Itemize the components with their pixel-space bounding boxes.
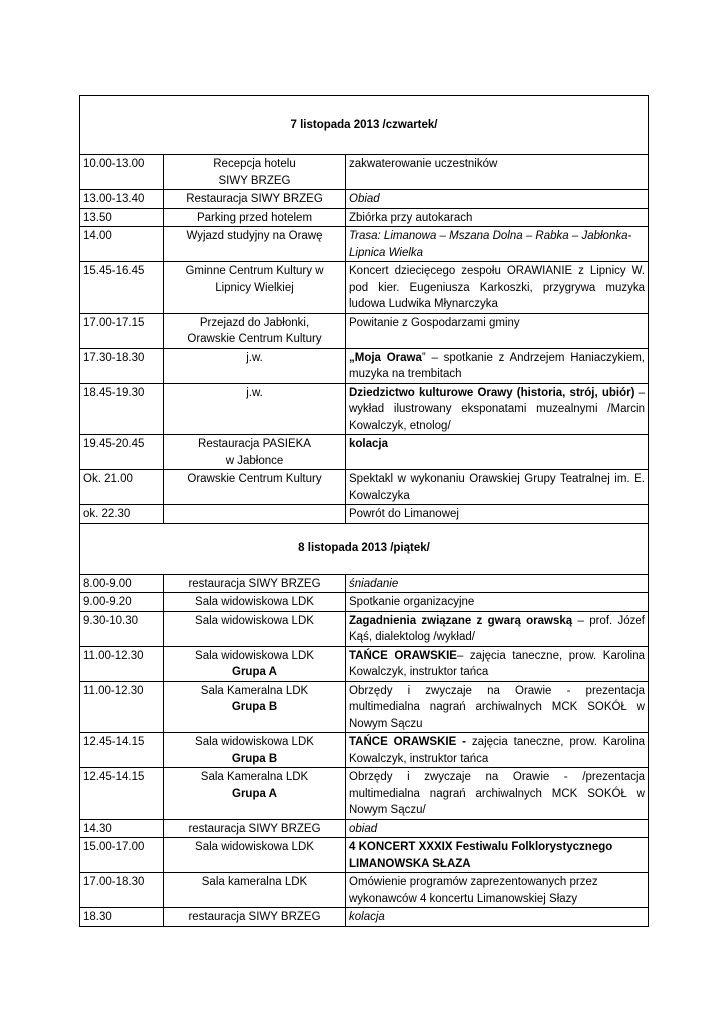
place-line: restauracja SIWY BRZEG bbox=[188, 911, 321, 923]
place-cell bbox=[164, 262, 346, 314]
time-cell: 15.45-16.45 bbox=[80, 262, 164, 314]
schedule-row bbox=[80, 574, 649, 593]
description-text: Spotkanie organizacyjne bbox=[349, 596, 475, 608]
description-text: Trasa: Limanowa – Mszana Dolna – Rabka – Jabłonka-Lipnica Wielka bbox=[349, 230, 632, 259]
schedule-row bbox=[80, 768, 649, 820]
place-cell bbox=[164, 908, 346, 927]
place-line: Wyjazd studyjny na Orawę bbox=[186, 230, 323, 242]
description-bold-text: TAŃCE ORAWSKIE - bbox=[349, 736, 472, 748]
time-cell: 13.00-13.40 bbox=[80, 190, 164, 209]
description-text: – zajęcia taneczne, prow. Karolina Kowalczyk, instruktor tańca bbox=[349, 649, 645, 678]
description-cell bbox=[346, 593, 649, 612]
time-cell: 17.00-18.30 bbox=[80, 873, 164, 908]
description-bold-text: Dziedzictwo kulturowe Orawy (historia, strój, ubiór) bbox=[349, 386, 635, 399]
description-text: zakwaterowanie uczestników bbox=[349, 158, 498, 170]
time-cell: 17.00-17.15 bbox=[80, 313, 164, 348]
time-cell: 12.45-14.15 bbox=[80, 768, 164, 820]
schedule-table bbox=[79, 95, 649, 927]
place-line: Gminne Centrum Kultury w bbox=[185, 265, 324, 277]
description-cell bbox=[346, 646, 649, 681]
description-cell bbox=[346, 681, 649, 733]
description-text: – prof. Józef Kąś, dialektolog /wykład/ bbox=[349, 614, 645, 643]
place-cell bbox=[164, 383, 346, 435]
place-line: Sala widowiskowa LDK bbox=[195, 736, 314, 748]
place-cell bbox=[164, 819, 346, 838]
place-cell bbox=[164, 313, 346, 348]
place-cell bbox=[164, 733, 346, 768]
description-cell bbox=[346, 733, 649, 768]
place-line: Sala widowiskowa LDK bbox=[195, 596, 314, 608]
description-text: Zbiórka przy autokarach bbox=[349, 211, 473, 224]
description-text: Koncert dziecięcego zespołu ORAWIANIE z Lipnicy W. pod kier. Eugeniusza Karkoszki, przygrywa muzyka ludowa Ludwika Młynarczyka bbox=[349, 265, 645, 310]
description-cell bbox=[346, 262, 649, 314]
place-line: restauracja SIWY BRZEG bbox=[188, 577, 321, 590]
description-cell bbox=[346, 383, 649, 435]
description-text: Obiad bbox=[349, 193, 380, 205]
description-text: ” – spotkanie z Andrzejem Haniaczykiem, muzyka na trembitach bbox=[349, 351, 645, 380]
description-text: obiad bbox=[349, 822, 378, 835]
description-text: Powrót do Limanowej bbox=[349, 508, 459, 520]
schedule-row bbox=[80, 435, 649, 470]
description-bold-text: 4 KONCERT XXXIX Festiwalu Folklorystycznego LIMANOWSKA SŁAZA bbox=[349, 841, 613, 870]
schedule-row bbox=[80, 470, 649, 505]
description-cell bbox=[346, 208, 649, 227]
description-cell bbox=[346, 838, 649, 873]
place-line: Sala Kameralna LDK bbox=[200, 771, 309, 783]
time-cell: 15.00-17.00 bbox=[80, 838, 164, 873]
description-cell bbox=[346, 313, 649, 348]
time-cell: 14.30 bbox=[80, 819, 164, 838]
place-cell bbox=[164, 838, 346, 873]
time-cell: 9.30-10.30 bbox=[80, 611, 164, 646]
description-bold-text: Zagadnienia związane z gwarą orawską bbox=[349, 614, 573, 627]
place-cell bbox=[164, 155, 346, 190]
description-bold-text: kolacja bbox=[349, 438, 388, 450]
place-line: Sala widowiskowa LDK bbox=[195, 841, 314, 853]
description-text: Obrzędy i zwyczaje na Orawie - prezentacja multimedialna nagrań archiwalnych MCK SOKÓŁ w Nowym Sączu bbox=[349, 684, 645, 730]
schedule-row bbox=[80, 155, 649, 190]
place-cell bbox=[164, 646, 346, 681]
day-header: 7 listopada 2013 /czwartek/ bbox=[80, 96, 649, 155]
time-cell: 18.45-19.30 bbox=[80, 383, 164, 435]
group-label: Grupa A bbox=[232, 787, 277, 800]
time-cell: 17.30-18.30 bbox=[80, 348, 164, 383]
description-text: Omówienie programów zaprezentowanych przez wykonawców 4 koncertu Limanowskiej Słazy bbox=[349, 876, 598, 905]
time-cell: 10.00-13.00 bbox=[80, 155, 164, 190]
description-cell bbox=[346, 470, 649, 505]
description-text: kolacja bbox=[349, 911, 385, 923]
time-cell: 9.00-9.20 bbox=[80, 593, 164, 612]
place-cell bbox=[164, 208, 346, 227]
place-cell bbox=[164, 505, 346, 524]
description-text: Obrzędy i zwyczaje na Orawie - /prezentacja multimedialna nagrań archiwalnych MCK SOKÓŁ w Nowym Sączu/ bbox=[349, 771, 645, 816]
time-cell: 11.00-12.30 bbox=[80, 646, 164, 681]
schedule-row bbox=[80, 873, 649, 908]
description-cell bbox=[346, 574, 649, 593]
place-cell bbox=[164, 873, 346, 908]
time-cell: 12.45-14.15 bbox=[80, 733, 164, 768]
day-header-row bbox=[80, 96, 649, 155]
description-cell bbox=[346, 505, 649, 524]
time-cell: 14.00 bbox=[80, 227, 164, 262]
place-line: Sala Kameralna LDK bbox=[200, 684, 309, 697]
schedule-row bbox=[80, 733, 649, 768]
place-cell bbox=[164, 768, 346, 820]
place-line: Restauracja SIWY BRZEG bbox=[186, 193, 323, 205]
schedule-row bbox=[80, 227, 649, 262]
schedule-row bbox=[80, 593, 649, 612]
description-text: Spektakl w wykonaniu Orawskiej Grupy Teatralnej im. E. Kowalczyka bbox=[349, 473, 645, 502]
time-cell: 11.00-12.30 bbox=[80, 681, 164, 733]
place-line: j.w. bbox=[246, 351, 263, 364]
description-cell bbox=[346, 155, 649, 190]
place-line: Sala widowiskowa LDK bbox=[195, 649, 314, 662]
place-line: restauracja SIWY BRZEG bbox=[188, 822, 321, 835]
time-cell: 13.50 bbox=[80, 208, 164, 227]
description-text: – wykład ilustrowany eksponatami muzealnymi /Marcin Kowalczyk, etnolog/ bbox=[349, 386, 645, 432]
place-line: Orawskie Centrum Kultury bbox=[187, 473, 322, 485]
description-cell bbox=[346, 435, 649, 470]
schedule-row bbox=[80, 348, 649, 383]
place-cell bbox=[164, 435, 346, 470]
time-cell: 19.45-20.45 bbox=[80, 435, 164, 470]
description-cell bbox=[346, 227, 649, 262]
description-text: śniadanie bbox=[349, 577, 399, 590]
place-line: Restauracja PASIEKA bbox=[198, 438, 311, 450]
schedule-row bbox=[80, 313, 649, 348]
time-cell: ok. 22.30 bbox=[80, 505, 164, 524]
place-cell bbox=[164, 190, 346, 209]
schedule-row bbox=[80, 505, 649, 524]
place-cell bbox=[164, 348, 346, 383]
schedule-row bbox=[80, 611, 649, 646]
schedule-row bbox=[80, 646, 649, 681]
schedule-row bbox=[80, 190, 649, 209]
place-cell bbox=[164, 574, 346, 593]
schedule-row bbox=[80, 838, 649, 873]
time-cell: 18.30 bbox=[80, 908, 164, 927]
description-bold-text: „Moja Orawa bbox=[349, 351, 422, 364]
schedule-row bbox=[80, 262, 649, 314]
place-line: Sala widowiskowa LDK bbox=[195, 614, 314, 627]
place-line: Sala kameralna LDK bbox=[201, 876, 308, 888]
time-cell: Ok. 21.00 bbox=[80, 470, 164, 505]
place-line: Recepcja hotelu bbox=[213, 158, 296, 170]
description-cell bbox=[346, 611, 649, 646]
schedule-row bbox=[80, 208, 649, 227]
day-header: 8 listopada 2013 /piątek/ bbox=[80, 523, 649, 574]
description-cell bbox=[346, 348, 649, 383]
place-line: Parking przed hotelem bbox=[196, 211, 313, 224]
group-label: Grupa B bbox=[231, 752, 278, 765]
place-cell bbox=[164, 593, 346, 612]
place-line: Przejazd do Jabłonki, bbox=[199, 316, 310, 329]
day-header-row bbox=[80, 523, 649, 574]
schedule-row bbox=[80, 681, 649, 733]
description-text: Powitanie z Gospodarzami gminy bbox=[349, 316, 520, 329]
schedule-row bbox=[80, 383, 649, 435]
place-line: w Jabłonce bbox=[225, 454, 284, 467]
schedule-row bbox=[80, 819, 649, 838]
place-cell bbox=[164, 611, 346, 646]
description-cell bbox=[346, 819, 649, 838]
group-label: Grupa A bbox=[232, 666, 277, 678]
place-line: j.w. bbox=[246, 386, 263, 399]
place-cell bbox=[164, 227, 346, 262]
place-line: Lipnicy Wielkiej bbox=[215, 281, 294, 294]
description-text: zajęcia taneczne, prow. Karolina Kowalczyk, instruktor tańca bbox=[349, 736, 645, 765]
place-cell bbox=[164, 681, 346, 733]
schedule-row bbox=[80, 908, 649, 927]
group-label: Grupa B bbox=[231, 701, 278, 713]
place-line: Orawskie Centrum Kultury bbox=[187, 333, 322, 345]
description-cell bbox=[346, 908, 649, 927]
place-cell bbox=[164, 470, 346, 505]
description-cell bbox=[346, 873, 649, 908]
time-cell: 8.00-9.00 bbox=[80, 574, 164, 593]
description-bold-text: TAŃCE ORAWSKIE bbox=[349, 649, 457, 662]
description-cell bbox=[346, 190, 649, 209]
place-line: SIWY BRZEG bbox=[218, 174, 291, 187]
description-cell bbox=[346, 768, 649, 820]
